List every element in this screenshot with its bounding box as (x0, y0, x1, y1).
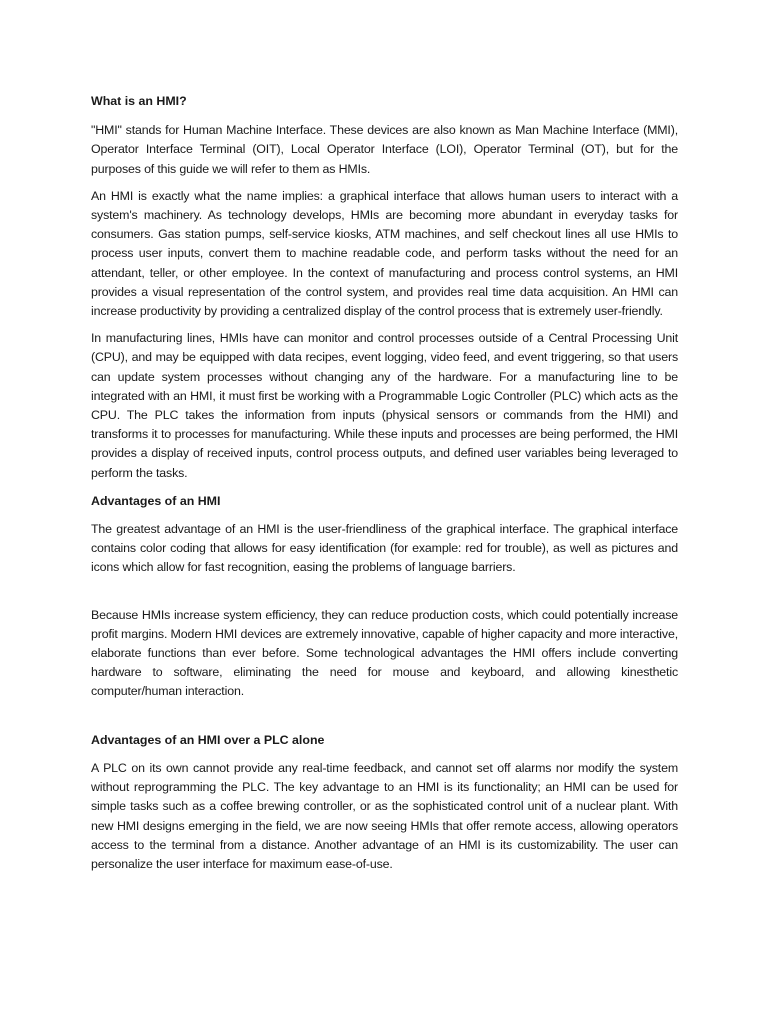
heading-hmi-over-plc: Advantages of an HMI over a PLC alone (91, 732, 325, 747)
paragraph-hmi-explanation: An HMI is exactly what the name implies: a graphical interface that allows human users to interact with a system's machinery. As technology develops, HMIs are becoming more abundant in everyday tasks for consumers. Gas station pumps, self-service kiosks, ATM machines, and self checkout lines all use HMIs to process user inputs, convert them to machine readable code, and perform tasks without the need for an attendant, teller, or other employee. In the context of manufacturing and process control systems, an HMI provides a visual representation of the control system, and provides real time data acquisition. An HMI can increase productivity by providing a centralized display of the control process that is extremely user-friendly. (91, 188, 678, 319)
heading-advantages-of-hmi: Advantages of an HMI (91, 493, 221, 508)
document-page (91, 92, 678, 874)
paragraph-manufacturing-lines: In manufacturing lines, HMIs have can monitor and control processes outside of a Central Processing Unit (CPU), and may be equipped with data recipes, event logging, video feed, and event triggering, so that users can update system processes without changing any of the hardware. For a manufacturing line to be integrated with an HMI, it must first be working with a Programmable Logic Controller (PLC) which acts as the CPU. The PLC takes the information from inputs (physical sensors or commands from the HMI) and transforms it to processes for manufacturing. While these inputs and processes are being performed, the HMI provides a display of received inputs, control process outputs, and defined user variables being leveraged to perform the tasks. (91, 331, 678, 480)
paragraph-plc-alone: A PLC on its own cannot provide any real-time feedback, and cannot set off alarms nor modify the system without reprogramming the PLC. The key advantage to an HMI is its functionality; an HMI can be used for simple tasks such as a coffee brewing controller, or as the sophisticated control unit of a nuclear plant. With new HMI designs emerging in the field, we are now seeing HMIs that offer remote access, allowing operators access to the terminal from a distance. Another advantage of an HMI is its customizability. The user can personalize the user interface for maximum ease-of-use. (91, 760, 678, 871)
paragraph-system-efficiency: Because HMIs increase system efficiency, they can reduce production costs, which could potentially increase profit margins. Modern HMI devices are extremely innovative, capable of higher capacity and more interactive, elaborate functions than ever before. Some technological advantages the HMI offers include converting hardware to software, eliminating the need for mouse and keyboard, and allowing kinesthetic computer/human interaction. (91, 607, 678, 699)
paragraph-hmi-definition: "HMI" stands for Human Machine Interface. These devices are also known as Man Machine Interface (MMI), Operator Interface Terminal (OIT), Local Operator Interface (LOI), Operator Terminal (OT), but for the purposes of this guide we will refer to them as HMIs. (91, 123, 678, 176)
paragraph-user-friendliness: The greatest advantage of an HMI is the user-friendliness of the graphical interface. The graphical interface contains color coding that allows for easy identification (for example: red for trouble), as well as pictures and icons which allow for fast recognition, easing the problems of language barriers. (91, 522, 678, 575)
heading-what-is-hmi: What is an HMI? (91, 94, 187, 108)
